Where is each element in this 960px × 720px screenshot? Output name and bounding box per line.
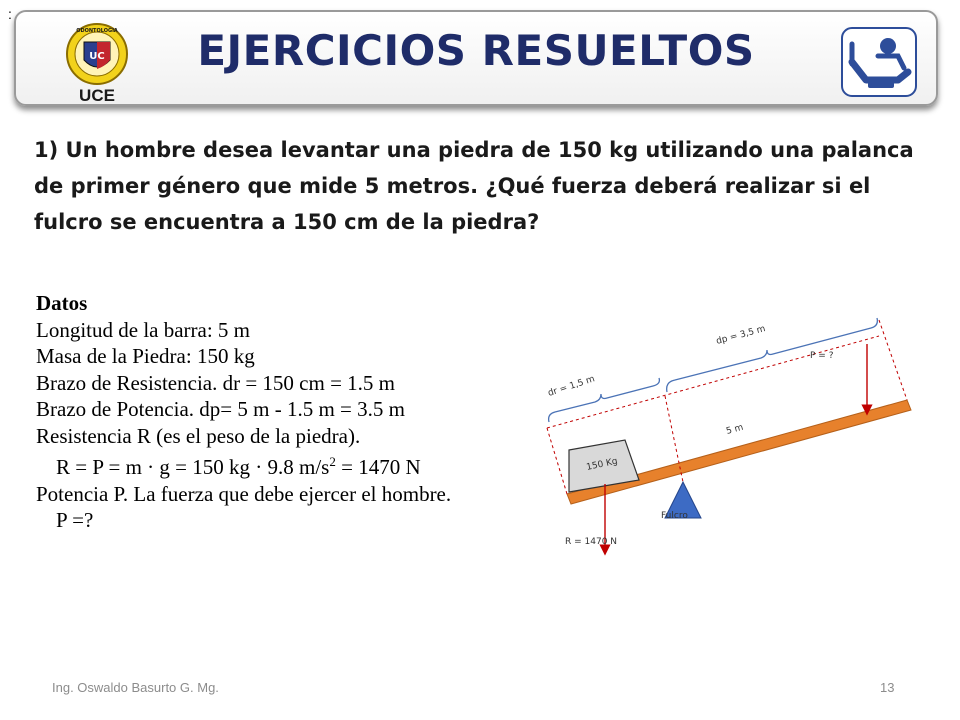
footer-page-number: 13 <box>880 680 895 695</box>
logo-ring-text: ODONTOLOGIA <box>76 28 118 34</box>
dental-chair-icon <box>838 22 920 102</box>
dr-label: dr = 1,5 m <box>546 374 597 399</box>
datos-brazo-resistencia: Brazo de Resistencia. dr = 150 cm = 1.5 m <box>36 370 396 395</box>
dp-brace <box>667 318 878 392</box>
datos-brazo-potencia: Brazo de Potencia. dp= 5 m - 1.5 m = 3.5 m <box>36 397 405 421</box>
datos-formula <box>36 449 526 481</box>
length-label: 5 m <box>725 422 745 437</box>
datos-longitud: Longitud de la barra: 5 m <box>36 317 251 342</box>
datos-p-value: P =? <box>56 508 94 532</box>
dashed-line-bar <box>547 336 879 428</box>
footer-author: Ing. Oswaldo Basurto G. Mg. <box>52 680 219 695</box>
problem-statement: 1) Un hombre desea levantar una piedra de 150 kg utilizando una palanca de primer género que mide 5 metros. ¿Qué fuerza deberá realizar si el fulcro se encuentra a 150 cm de la piedra? <box>34 138 914 234</box>
logo-text: UCE <box>79 86 115 105</box>
formula-part-b: = 1470 N <box>335 455 421 479</box>
formula-exponent: 2 <box>329 454 336 469</box>
stone-label: 150 Kg <box>585 456 619 473</box>
formula-part-a: R = P = m · g = 150 kg · 9.8 m/s <box>56 455 330 479</box>
datos-block <box>36 290 526 534</box>
r-label: R = 1470 N <box>565 537 618 547</box>
svg-text:UC: UC <box>89 51 105 62</box>
lever-diagram <box>535 300 925 560</box>
datos-masa: Masa de la Piedra: 150 kg <box>36 344 255 368</box>
dashed-line-left <box>547 428 567 494</box>
dp-label: dp = 3,5 m <box>715 324 767 347</box>
page-title: EJERCICIOS RESUELTOS <box>197 26 755 75</box>
fulcro-label: Fulcro <box>661 511 688 521</box>
datos-potencia: Potencia P. La fuerza que debe ejercer el hombre. <box>36 481 452 506</box>
corner-mark: : <box>8 6 12 22</box>
dashed-line-right <box>879 320 907 400</box>
p-label: P = ? <box>810 351 834 361</box>
header-banner <box>14 10 938 106</box>
datos-heading: Datos <box>36 291 88 315</box>
datos-resistencia: Resistencia R (es el peso de la piedra). <box>36 423 361 448</box>
